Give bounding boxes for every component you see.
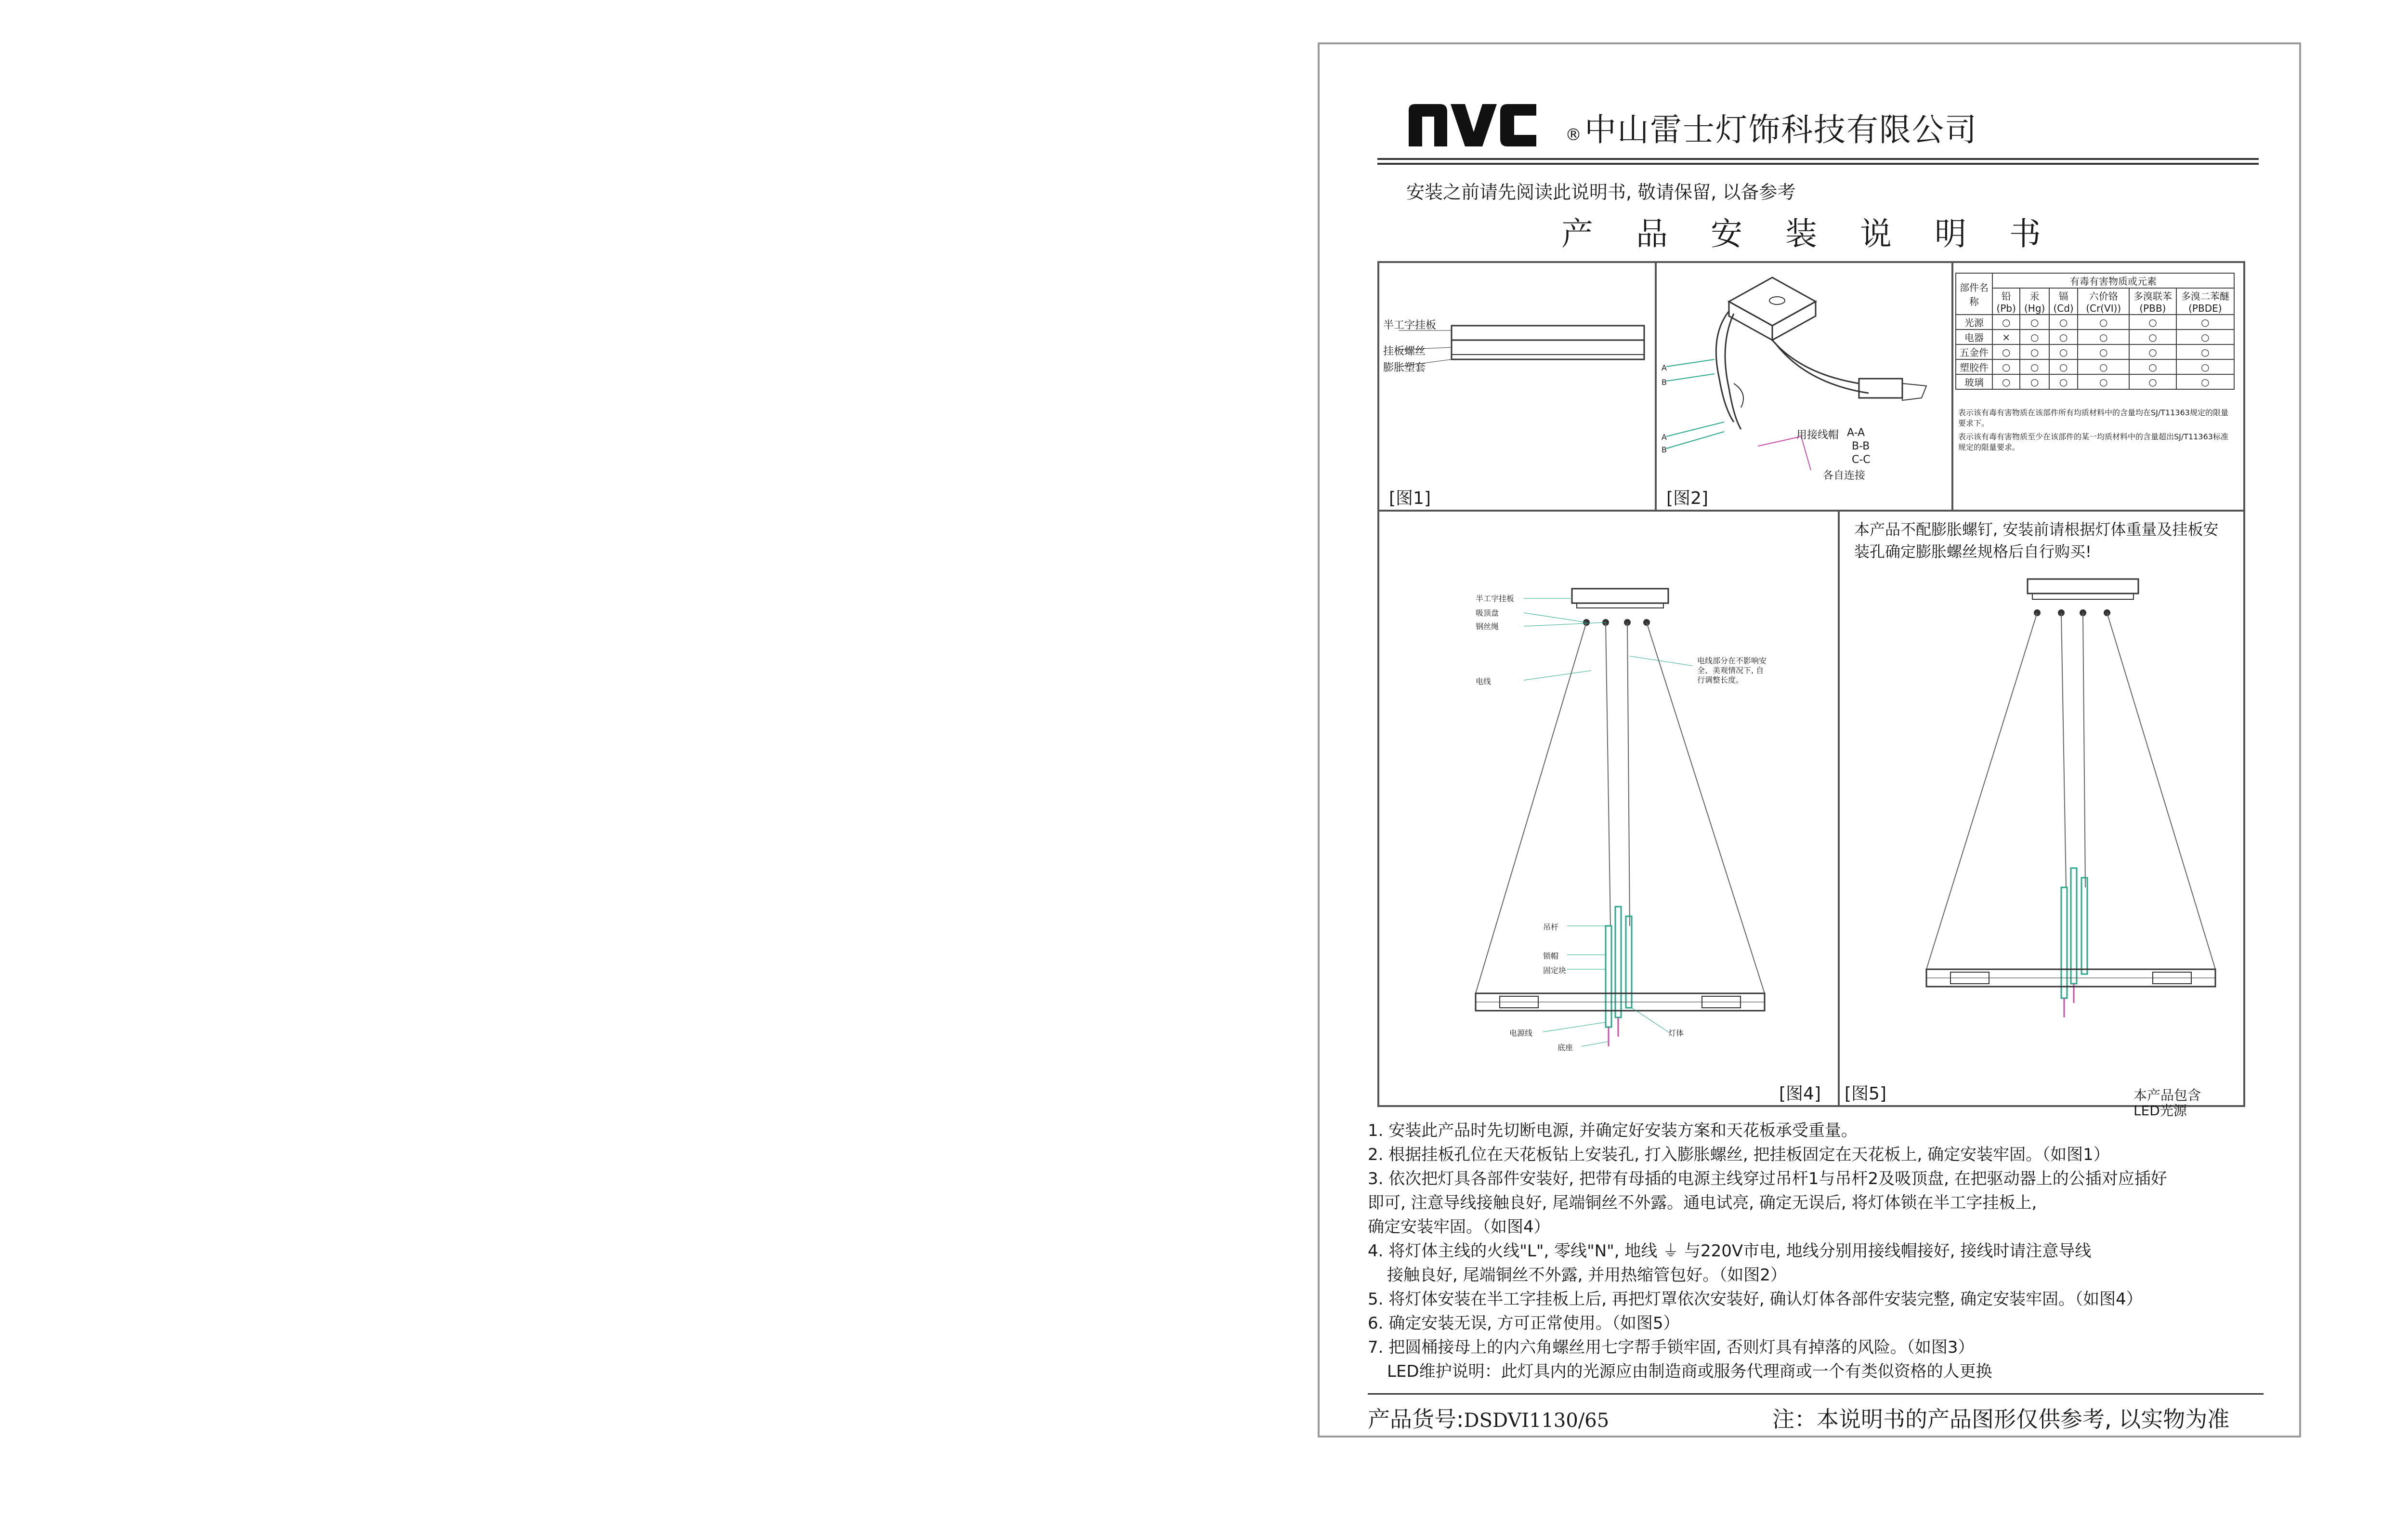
- read-notice: 安装之前请先阅读此说明书, 敬请保留, 以备参考: [1406, 182, 1796, 203]
- rohs-mark: ○: [2020, 359, 2049, 374]
- fig4-note: 电线部分在不影响安全、美观情况下, 自行调整长度。: [1697, 656, 1767, 685]
- rohs-col: 镉 (Cd): [2049, 288, 2078, 315]
- instruction-line: 3. 依次把灯具各部件安装好, 把带有母插的电源主线穿过吊杆1与吊杆2及吸顶盘, 在把驱动器上的公插对应插好: [1368, 1169, 2167, 1188]
- instruction-line: 2. 根据挂板孔位在天花板钻上安装孔, 打入膨胀螺丝, 把挂板固定在天花板上, 确定安装牢固。（如图1）: [1368, 1145, 2110, 1164]
- model-label: 产品货号:: [1368, 1406, 1464, 1432]
- instruction-line: 即可, 注意导线接触良好, 尾端铜丝不外露。通电试亮, 确定无误后, 将灯体锁在半工字挂板上,: [1368, 1193, 2037, 1213]
- rohs-row-head: 部件名称: [1956, 273, 1992, 315]
- fig4-callout-block: 固定块: [1543, 966, 1567, 975]
- rohs-mark: ○: [2176, 344, 2234, 359]
- rohs-mark: ○: [2049, 374, 2078, 389]
- fig4-callout-wire: 电线: [1476, 677, 1492, 686]
- rohs-mark: ○: [2129, 344, 2176, 359]
- table-row: [1956, 330, 2234, 344]
- instruction-line: 7. 把圆桶接母上的内六角螺丝用七字帮手锁牢固, 否则灯具有掉落的风险。（如图3）: [1368, 1338, 1975, 1357]
- fig1-callout-2: 挂板螺丝: [1383, 345, 1426, 357]
- fig2-callout-aa: A-A: [1847, 427, 1865, 439]
- table-row: [1956, 344, 2234, 359]
- rohs-mark: ○: [2176, 374, 2234, 389]
- rohs-legend-2: 表示该有毒有害物质至少在该部件的某一均质材料中的含量超出SJ/T11363标准规定的限量要求。: [1958, 432, 2228, 452]
- fig1-label: [图1]: [1389, 488, 1431, 508]
- instruction-line: 接触良好, 尾端铜丝不外露, 并用热缩管包好。（如图2）: [1387, 1266, 1787, 1285]
- fig3-note: 本产品不配膨胀螺钉, 安装前请根据灯体重量及挂板安装孔确定膨胀螺丝规格后自行购买!: [1854, 520, 2219, 561]
- rohs-mark: ○: [2176, 359, 2234, 374]
- rohs-mark: ○: [2129, 374, 2176, 389]
- fig4-callout-base: 底座: [1557, 1043, 1573, 1052]
- document-title: 产 品 安 装 说 明 书: [1561, 215, 2057, 252]
- fig4-callout-body: 灯体: [1668, 1029, 1684, 1038]
- rohs-mark: ○: [2129, 330, 2176, 344]
- rohs-mark: ○: [2129, 315, 2176, 330]
- rohs-mark: ○: [2049, 315, 2078, 330]
- fig5-label: [图5]: [1845, 1084, 1886, 1104]
- rohs-mark: ○: [2176, 330, 2234, 344]
- rohs-mark: ○: [1992, 344, 2020, 359]
- fig2-callout-cc: C-C: [1852, 454, 1871, 466]
- fig4-callout-rod: 吊杆: [1543, 923, 1559, 932]
- fig4-callout-power: 电源线: [1509, 1029, 1533, 1038]
- rohs-col: 多溴二苯醚 (PBDE): [2176, 288, 2234, 315]
- rohs-mark: ○: [2078, 359, 2129, 374]
- rohs-part: 玻璃: [1956, 374, 1992, 389]
- company-name: 中山雷士灯饰科技有限公司: [1584, 111, 1977, 148]
- rohs-mark: ○: [2049, 330, 2078, 344]
- rohs-mark: ○: [1992, 315, 2020, 330]
- rohs-mark: ×: [1992, 330, 2020, 344]
- rohs-part: 电器: [1956, 330, 1992, 344]
- installation-instructions: [1368, 1119, 2283, 1384]
- fig4-label: [图4]: [1779, 1084, 1821, 1104]
- fig4-callout-plate: 半工字挂板: [1476, 594, 1515, 603]
- rohs-mark: ○: [2078, 330, 2129, 344]
- rohs-col: 汞 (Hg): [2020, 288, 2049, 315]
- fig2-callout-b1: B: [1662, 378, 1667, 387]
- led-note: 本产品包含LED光源: [2133, 1087, 2201, 1119]
- registered-mark: ®: [1565, 125, 1582, 145]
- rohs-mark: ○: [2078, 374, 2129, 389]
- fig2-callout-a2: A: [1662, 433, 1667, 442]
- rohs-mark: ○: [2129, 359, 2176, 374]
- figure-5-panel: [1838, 510, 2245, 1119]
- table-row: [1956, 374, 2234, 389]
- disclaimer-note: 注：本说明书的产品图形仅供参考, 以实物为准: [1772, 1406, 2230, 1432]
- fig2-callout-b2: B: [1662, 445, 1667, 454]
- footer-divider: [1368, 1393, 2264, 1395]
- instruction-line: 4. 将灯体主线的火线"L", 零线"N", 地线 ⏚ 与220V市电, 地线分别用接线帽接好, 接线时请注意导线: [1368, 1241, 2092, 1261]
- rohs-table: [1955, 273, 2235, 390]
- instruction-sheet: [1318, 42, 2301, 1438]
- rohs-mark: ○: [2020, 374, 2049, 389]
- rohs-mark: ○: [2020, 315, 2049, 330]
- fig2-callout-bb: B-B: [1852, 440, 1870, 452]
- instruction-line: 6. 确定安装无误, 方可正常使用。（如图5）: [1368, 1314, 1680, 1333]
- figure-4-drawing: [1379, 512, 1838, 1105]
- rohs-group-head: 有毒有害物质或元素: [1992, 273, 2234, 288]
- model-value: DSDVI1130/65: [1464, 1410, 1610, 1432]
- led-maintenance-note: LED维护说明：此灯具内的光源应由制造商或服务代理商或一个有类似资格的人更换: [1387, 1362, 1992, 1381]
- fig2-label: [图2]: [1666, 488, 1708, 508]
- fig4-callout-lock: 锁帽: [1543, 951, 1559, 961]
- rohs-mark: ○: [2078, 344, 2129, 359]
- fig2-callout-connect: 各自连接: [1823, 470, 1866, 482]
- instruction-line: 确定安装牢固。（如图4）: [1368, 1217, 1550, 1237]
- rohs-col: 铅 (Pb): [1992, 288, 2020, 315]
- rohs-part: 光源: [1956, 315, 1992, 330]
- rohs-part: 五金件: [1956, 344, 1992, 359]
- rohs-mark: ○: [1992, 374, 2020, 389]
- figure-1-drawing: [1379, 263, 1655, 510]
- nvc-logo: [1406, 98, 1565, 153]
- rohs-mark: ○: [2176, 315, 2234, 330]
- fig2-callout-a1: A: [1662, 363, 1667, 372]
- fig1-callout-1: 半工字挂板: [1383, 319, 1437, 331]
- fig4-callout-cable: 钢丝绳: [1476, 622, 1499, 631]
- instruction-line: 1. 安装此产品时先切断电源, 并确定好安装方案和天花板承受重量。: [1368, 1121, 1858, 1140]
- rohs-mark: ○: [2020, 330, 2049, 344]
- rohs-part: 塑胶件: [1956, 359, 1992, 374]
- rohs-mark: ○: [1992, 359, 2020, 374]
- rohs-mark: ○: [2020, 344, 2049, 359]
- product-model: [1368, 1402, 1609, 1434]
- instruction-line: 5. 将灯体安装在半工字挂板上后, 再把灯罩依次安装好, 确认灯体各部件安装完整, 确定安装牢固。（如图4）: [1368, 1290, 2143, 1309]
- header-divider: [1377, 158, 2259, 165]
- rohs-mark: ○: [2078, 315, 2129, 330]
- fig1-callout-3: 膨胀塑套: [1383, 362, 1426, 374]
- table-row: [1956, 359, 2234, 374]
- figure-1-panel: [1377, 261, 1657, 512]
- figure-4-panel: [1377, 510, 1840, 1107]
- rohs-legend-1: 表示该有毒有害物质在该部件所有均质材料中的含量均在SJ/T11363规定的限量要求下。: [1958, 408, 2228, 428]
- rohs-col: 多溴联苯 (PBB): [2129, 288, 2176, 315]
- rohs-col: 六价铬 (Cr(VI)): [2078, 288, 2129, 315]
- table-row: [1956, 315, 2234, 330]
- figure-2-drawing: [1657, 263, 1951, 510]
- rohs-panel: [1951, 261, 2245, 512]
- rohs-mark: ○: [2049, 359, 2078, 374]
- fig4-callout-canopy: 吸顶盘: [1476, 608, 1499, 618]
- figure-5-drawing: [1840, 512, 2243, 1105]
- figure-2-panel: [1655, 261, 1953, 512]
- fig2-callout-wire-nut: 用接线帽: [1796, 429, 1839, 441]
- rohs-mark: ○: [2049, 344, 2078, 359]
